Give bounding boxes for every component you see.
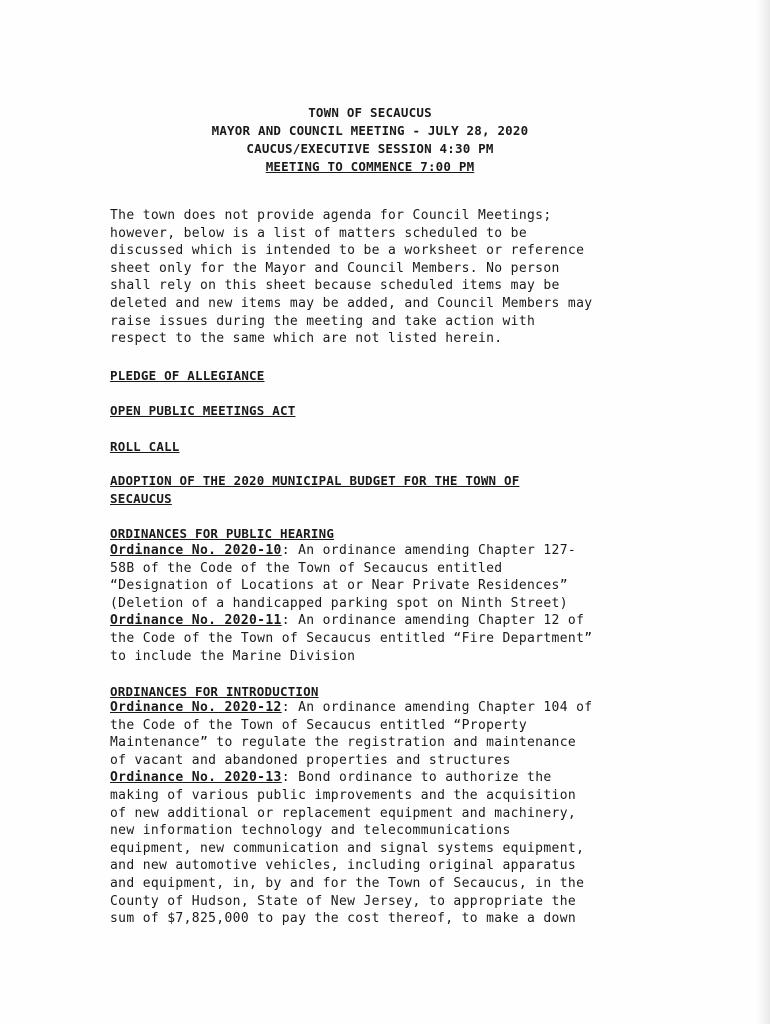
header-commence: MEETING TO COMMENCE 7:00 PM <box>265 159 475 174</box>
intro-line: raise issues during the meeting and take action with <box>110 313 536 329</box>
heading-open-public-meetings-act: OPEN PUBLIC MEETINGS ACT <box>110 403 296 418</box>
ordinance-text: : An ordinance amending Chapter 127- <box>281 543 577 558</box>
ordinance-number: Ordinance No. 2020-11 <box>110 613 282 629</box>
ordinance-2020-11-first-line <box>110 612 655 630</box>
ordinance-2020-12-first-line <box>110 699 655 717</box>
ordinance-line: to include the Marine Division <box>110 648 356 664</box>
ordinance-line: the Code of the Town of Secaucus entitled “Fire Department” <box>110 630 593 646</box>
ordinance-line: equipment, new communication and signal systems equipment, <box>110 840 585 856</box>
heading-public-hearing: ORDINANCES FOR PUBLIC HEARING <box>110 526 335 541</box>
ordinance-line: and equipment, in, by and for the Town of Secaucus, in the <box>110 875 585 891</box>
ordinance-line: the Code of the Town of Secaucus entitled “Property <box>110 717 528 733</box>
ordinance-line: of vacant and abandoned properties and structures <box>110 752 511 768</box>
ordinance-text: : An ordinance amending Chapter 12 of <box>281 613 585 629</box>
intro-line: sheet only for the Mayor and Council Members. No person <box>110 260 560 276</box>
ordinance-line: County of Hudson, State of New Jersey, to appropriate the <box>110 893 577 909</box>
intro-line: discussed which is intended to be a worksheet or reference <box>110 243 585 259</box>
ordinance-number: Ordinance No. 2020-10 <box>110 543 282 558</box>
ordinance-line: and new automotive vehicles, including original apparatus <box>110 858 577 874</box>
heading-roll-call: ROLL CALL <box>110 439 180 454</box>
heading-introduction: ORDINANCES FOR INTRODUCTION <box>110 684 319 699</box>
ordinance-line: (Deletion of a handicapped parking spot on Ninth Street) <box>110 595 568 611</box>
ordinance-line: new information technology and telecommunications <box>110 823 511 839</box>
ordinance-line: making of various public improvements and the acquisition <box>110 787 577 803</box>
heading-pledge: PLEDGE OF ALLEGIANCE <box>110 368 265 383</box>
intro-line: however, below is a list of matters scheduled to be <box>110 225 528 241</box>
intro-paragraph <box>110 207 655 348</box>
header-caucus: CAUCUS/EXECUTIVE SESSION 4:30 PM <box>246 141 494 156</box>
ordinance-line: sum of $7,825,000 to pay the cost thereof, to make a down <box>110 911 577 927</box>
document-header <box>110 104 630 176</box>
ordinance-line: “Designation of Locations at or Near Private Residences” <box>110 578 568 594</box>
ordinance-line: of new additional or replacement equipment and machinery, <box>110 805 577 821</box>
public-hearing-ordinances <box>110 542 655 665</box>
ordinance-2020-13-first-line <box>110 769 655 787</box>
ordinance-number: Ordinance No. 2020-12 <box>110 700 282 715</box>
heading-budget-line2: SECAUCUS <box>110 491 172 506</box>
introduction-ordinances <box>110 699 655 928</box>
header-town: TOWN OF SECAUCUS <box>308 105 432 120</box>
ordinance-line: Maintenance” to regulate the registration and maintenance <box>110 735 577 751</box>
ordinance-2020-10-first-line <box>110 542 655 560</box>
ordinance-line: 58B of the Code of the Town of Secaucus entitled <box>110 560 503 576</box>
ordinance-text: : Bond ordinance to authorize the <box>281 770 552 786</box>
header-meeting: MAYOR AND COUNCIL MEETING - JULY 28, 2020 <box>211 123 529 138</box>
intro-line: shall rely on this sheet because scheduled items may be <box>110 278 560 294</box>
intro-line: The town does not provide agenda for Council Meetings; <box>110 208 552 223</box>
intro-line: deleted and new items may be added, and Council Members may <box>110 295 593 311</box>
ordinance-number: Ordinance No. 2020-13 <box>110 770 282 786</box>
ordinance-text: : An ordinance amending Chapter 104 of <box>281 700 593 715</box>
intro-line: respect to the same which are not listed herein. <box>110 331 503 347</box>
heading-budget-line1: ADOPTION OF THE 2020 MUNICIPAL BUDGET FOR THE TOWN OF <box>110 473 520 488</box>
scan-edge-shadow <box>756 0 770 1024</box>
